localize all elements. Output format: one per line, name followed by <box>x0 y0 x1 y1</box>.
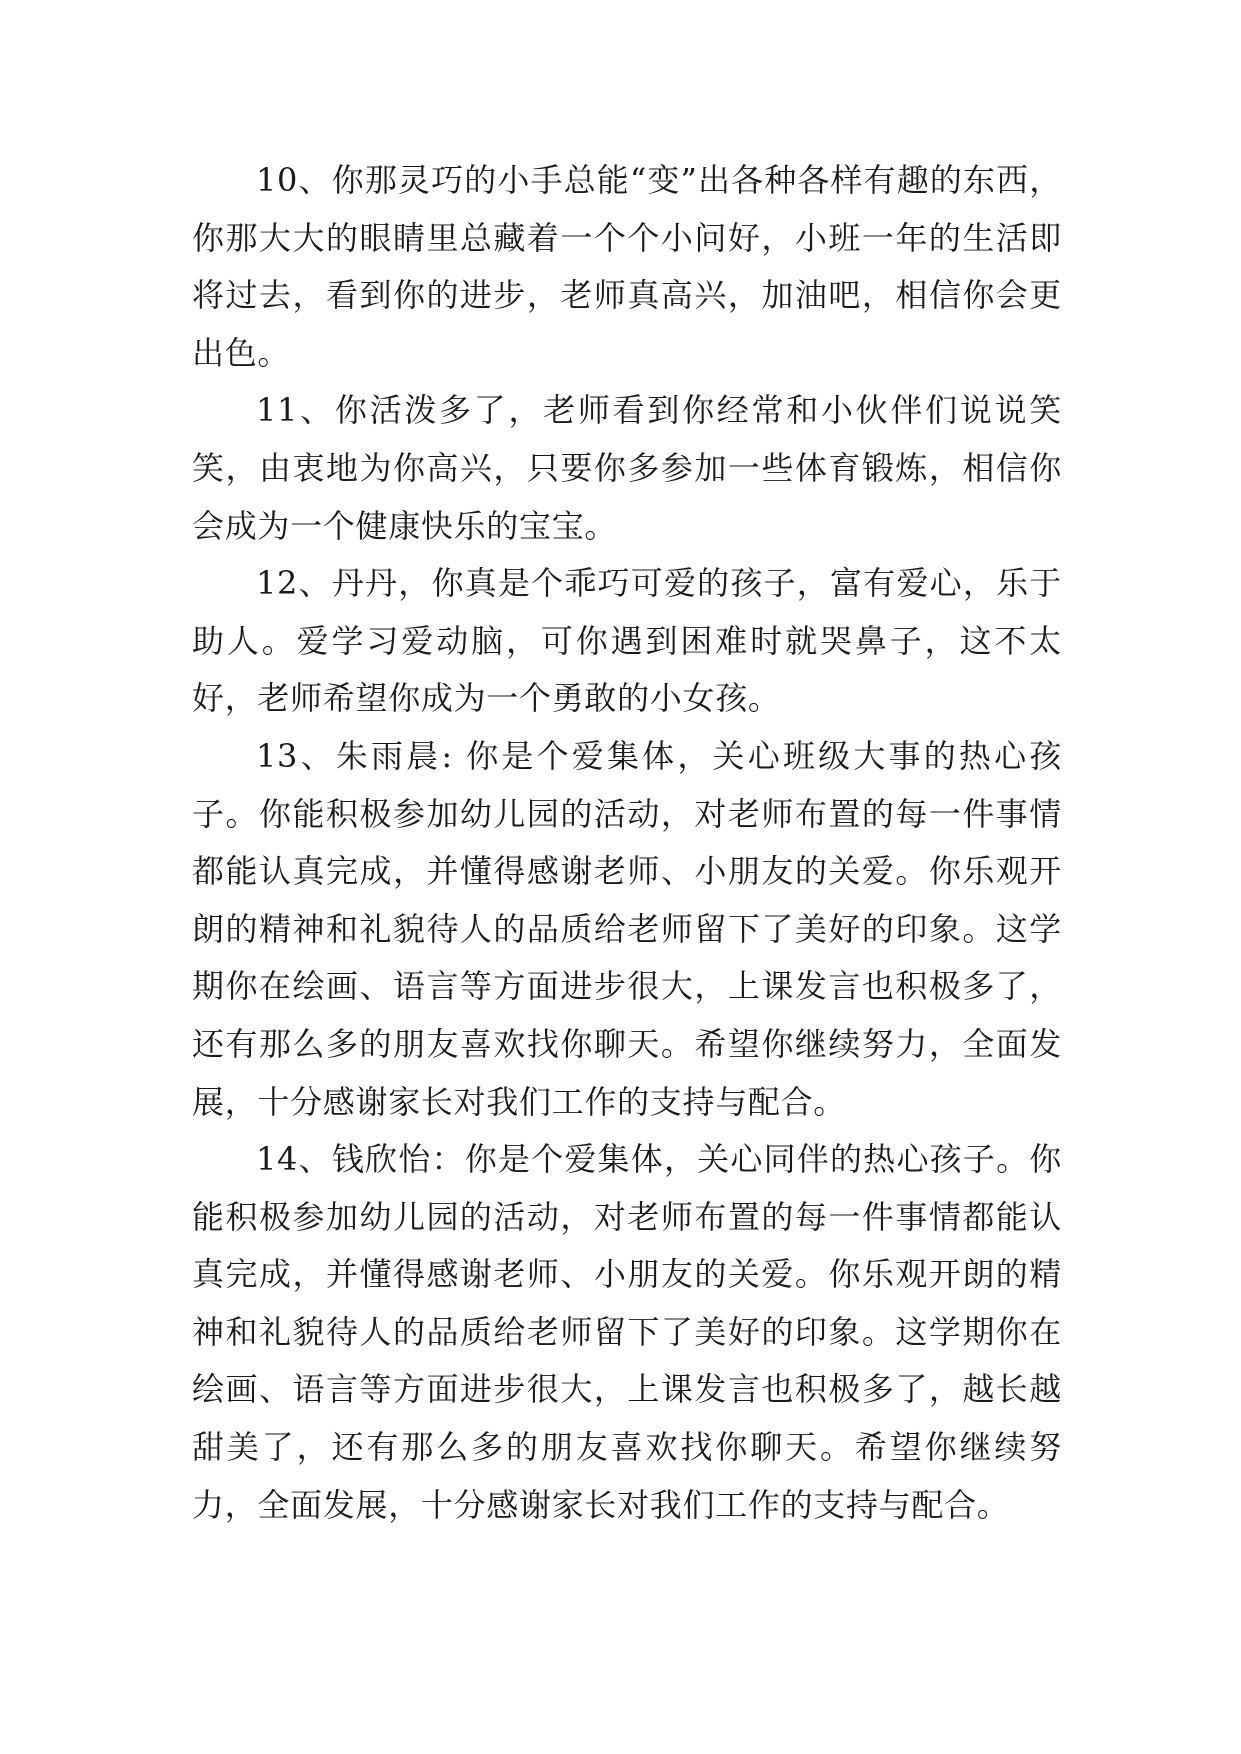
comment-paragraph-14: 14、钱欣怡：你是个爱集体，关心同伴的热心孩子。你能积极参加幼儿园的活动，对老师布置的每一件事情都能认真完成，并懂得感谢老师、小朋友的关爱。你乐观开朗的精神和礼貌待人的品质给老师留下了美好的印象。这学期你在绘画、语言等方面进步很大，上课发言也积极多了，越长越甜美了，还有那么多的朋友喜欢找你聊天。希望你继续努力，全面发展，十分感谢家长对我们工作的支持与配合。 <box>192 1140 1062 1524</box>
comment-paragraph-10: 10、你那灵巧的小手总能“变”出各种各样有趣的东西，你那大大的眼睛里总藏着一个个小问好，小班一年的生活即将过去，看到你的进步，老师真高兴，加油吧，相信你会更出色。 <box>192 161 1062 372</box>
comment-paragraph-12: 12、丹丹，你真是个乖巧可爱的孩子，富有爱心，乐于助人。爱学习爱动脑，可你遇到困难时就哭鼻子，这不太好，老师希望你成为一个勇敢的小女孩。 <box>192 564 1062 718</box>
comment-paragraph-13: 13、朱雨晨: 你是个爱集体，关心班级大事的热心孩子。你能积极参加幼儿园的活动，对老师布置的每一件事情都能认真完成，并懂得感谢老师、小朋友的关爱。你乐观开朗的精神和礼貌待人的品质给老师留下了美好的印象。这学期你在绘画、语言等方面进步很大，上课发言也积极多了，还有那么多的朋友喜欢找你聊天。希望你继续努力，全面发展，十分感谢家长对我们工作的支持与配合。 <box>192 736 1062 1121</box>
document-page <box>192 152 1062 1534</box>
comment-paragraph-11: 11、你活泼多了，老师看到你经常和小伙伴们说说笑笑，由衷地为你高兴，只要你多参加一些体育锻炼，相信你会成为一个健康快乐的宝宝。 <box>192 391 1062 545</box>
